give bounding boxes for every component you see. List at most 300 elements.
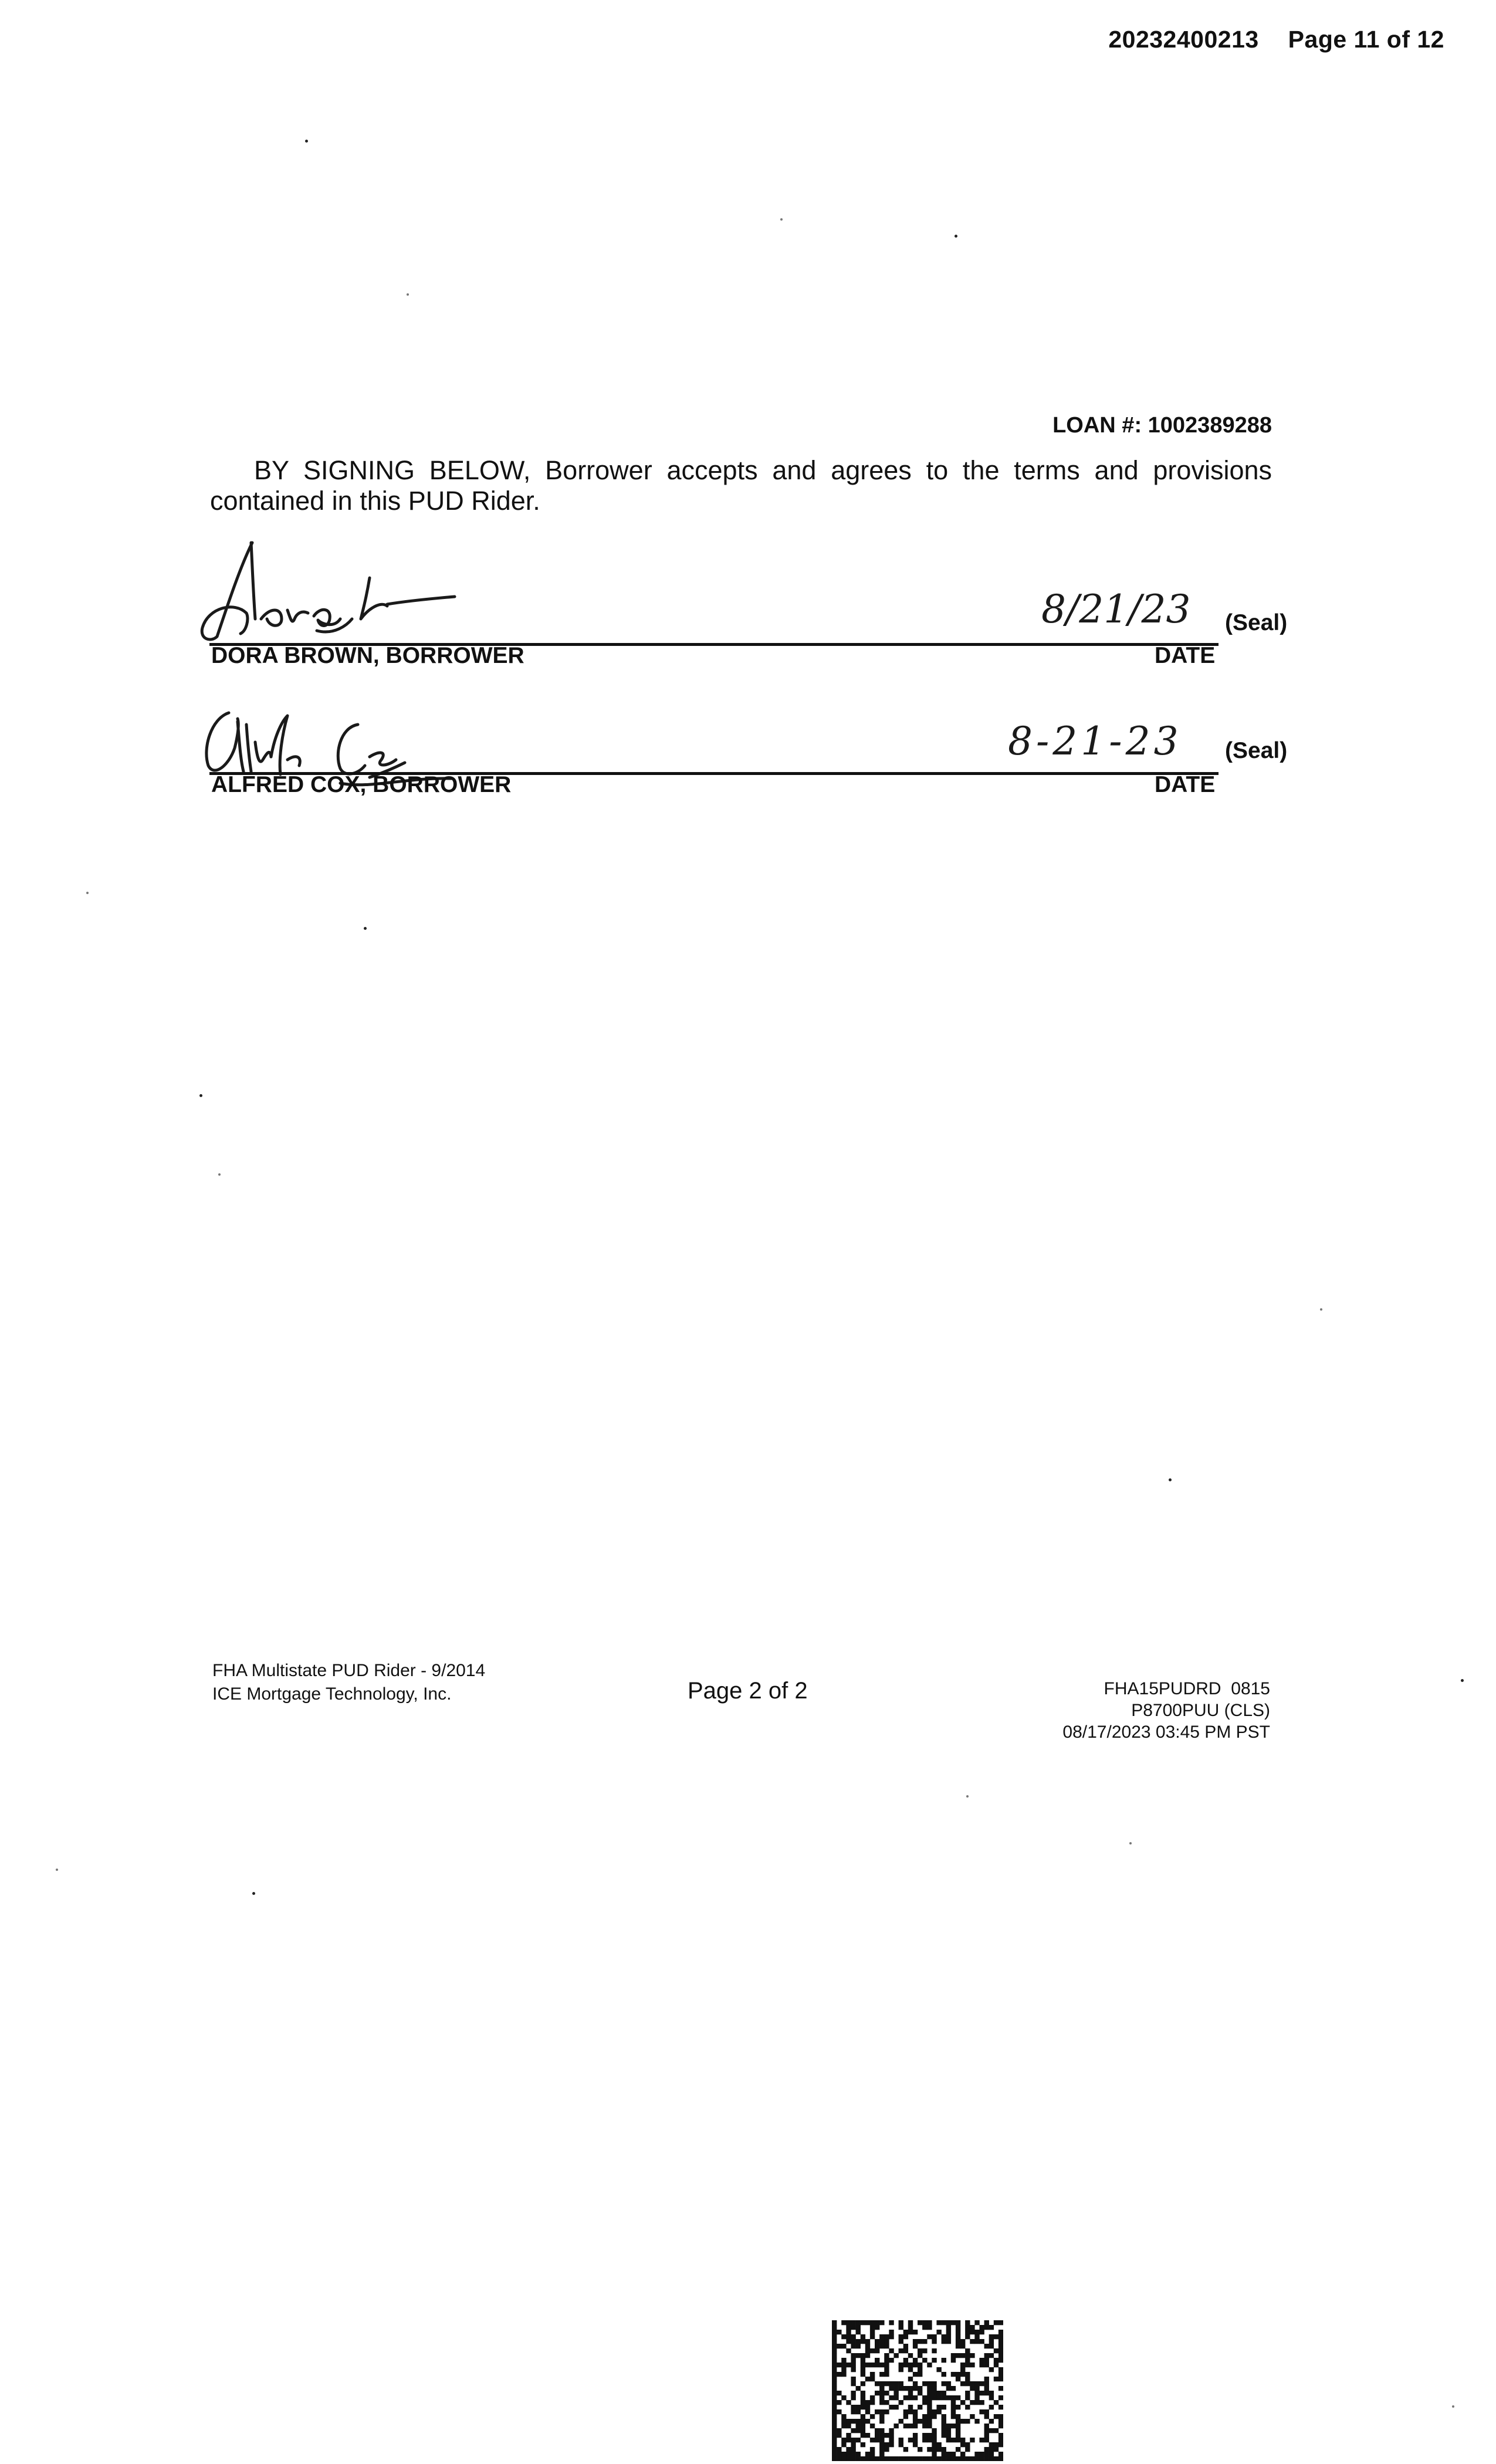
barcode-module bbox=[837, 2372, 841, 2377]
barcode-module bbox=[851, 2442, 855, 2447]
barcode-module bbox=[851, 2363, 855, 2367]
barcode-module bbox=[942, 2372, 946, 2377]
barcode-module bbox=[956, 2372, 960, 2377]
date-label-1: DATE bbox=[1155, 643, 1216, 668]
barcode-module bbox=[879, 2433, 884, 2438]
barcode-module bbox=[832, 2405, 837, 2409]
footer-form-info bbox=[212, 1659, 485, 1706]
scan-speck bbox=[1452, 2405, 1454, 2408]
barcode-module bbox=[960, 2363, 965, 2367]
barcode-module bbox=[861, 2339, 865, 2344]
barcode-module bbox=[951, 2414, 956, 2419]
barcode-module bbox=[851, 2409, 855, 2414]
barcode-module bbox=[908, 2456, 913, 2461]
barcode-module bbox=[846, 2400, 851, 2405]
barcode-module bbox=[979, 2363, 984, 2367]
barcode-module bbox=[989, 2353, 994, 2358]
barcode-module bbox=[913, 2381, 918, 2386]
barcode-module bbox=[970, 2353, 974, 2358]
loan-number: LOAN #: 1002389288 bbox=[1052, 413, 1272, 438]
barcode-module bbox=[965, 2391, 970, 2395]
barcode-module bbox=[946, 2438, 951, 2442]
barcode-module bbox=[927, 2334, 932, 2339]
barcode-module bbox=[994, 2348, 999, 2353]
barcode-module bbox=[865, 2339, 870, 2344]
barcode-module bbox=[918, 2363, 922, 2367]
barcode-module bbox=[927, 2447, 932, 2452]
barcode-module bbox=[956, 2325, 960, 2330]
barcode-module bbox=[846, 2334, 851, 2339]
barcode-module bbox=[865, 2363, 870, 2367]
barcode-module bbox=[832, 2348, 837, 2353]
barcode-module bbox=[965, 2442, 970, 2447]
barcode-module bbox=[846, 2339, 851, 2344]
barcode-module bbox=[927, 2325, 932, 2330]
barcode-module bbox=[889, 2433, 893, 2438]
barcode-module bbox=[984, 2344, 989, 2348]
barcode-module bbox=[884, 2442, 889, 2447]
barcode-module bbox=[861, 2424, 865, 2428]
barcode-module bbox=[879, 2381, 884, 2386]
barcode-module bbox=[841, 2395, 846, 2400]
barcode-module bbox=[884, 2334, 889, 2339]
barcode-module bbox=[837, 2428, 841, 2433]
barcode-module bbox=[832, 2438, 837, 2442]
barcode-module bbox=[889, 2320, 893, 2325]
barcode-module bbox=[932, 2386, 936, 2391]
barcode-module bbox=[879, 2452, 884, 2456]
barcode-module bbox=[899, 2442, 903, 2447]
barcode-module bbox=[956, 2447, 960, 2452]
handwritten-date-1: 8/21/23 bbox=[1041, 587, 1191, 632]
barcode-module bbox=[851, 2325, 855, 2330]
barcode-module bbox=[889, 2456, 893, 2461]
barcode-module bbox=[942, 2391, 946, 2395]
barcode-module bbox=[851, 2358, 855, 2363]
barcode-module bbox=[979, 2358, 984, 2363]
barcode-module bbox=[879, 2456, 884, 2461]
barcode-module bbox=[870, 2330, 875, 2334]
barcode-module bbox=[889, 2358, 893, 2363]
barcode-module bbox=[884, 2409, 889, 2414]
barcode-module bbox=[970, 2400, 974, 2405]
seal-label-1: (Seal) bbox=[1225, 610, 1288, 635]
barcode-module bbox=[913, 2363, 918, 2367]
barcode-module bbox=[856, 2419, 861, 2424]
barcode-module bbox=[946, 2325, 951, 2330]
barcode-module bbox=[951, 2456, 956, 2461]
barcode-module bbox=[922, 2381, 927, 2386]
barcode-module bbox=[974, 2391, 979, 2395]
barcode-module bbox=[832, 2330, 837, 2334]
barcode-module bbox=[865, 2353, 870, 2358]
barcode-module bbox=[899, 2325, 903, 2330]
barcode-module bbox=[913, 2424, 918, 2428]
barcode-module bbox=[899, 2348, 903, 2353]
barcode-module bbox=[851, 2377, 855, 2381]
barcode-module bbox=[870, 2348, 875, 2353]
footer-form-title: FHA Multistate PUD Rider - 9/2014 bbox=[212, 1661, 486, 1680]
barcode-module bbox=[946, 2334, 951, 2339]
barcode-module bbox=[832, 2433, 837, 2438]
barcode-module bbox=[832, 2353, 837, 2358]
barcode-module bbox=[989, 2456, 994, 2461]
barcode-module bbox=[984, 2424, 989, 2428]
barcode-module bbox=[832, 2424, 837, 2428]
barcode-module bbox=[956, 2414, 960, 2419]
barcode-module bbox=[879, 2339, 884, 2344]
barcode-module bbox=[884, 2363, 889, 2367]
barcode-module bbox=[942, 2320, 946, 2325]
barcode-module bbox=[861, 2456, 865, 2461]
barcode-module bbox=[884, 2381, 889, 2386]
barcode-module bbox=[832, 2452, 837, 2456]
handwritten-date-2: 8-21-23 bbox=[1008, 719, 1182, 764]
barcode-module bbox=[999, 2367, 1003, 2372]
barcode-module bbox=[946, 2424, 951, 2428]
barcode-module bbox=[965, 2405, 970, 2409]
footer-codes bbox=[1062, 1678, 1270, 1743]
barcode-module bbox=[893, 2424, 898, 2428]
barcode-module bbox=[899, 2386, 903, 2391]
barcode-module bbox=[927, 2320, 932, 2325]
barcode-module bbox=[984, 2391, 989, 2395]
barcode-module bbox=[989, 2405, 994, 2409]
barcode-module bbox=[999, 2358, 1003, 2363]
barcode-module bbox=[994, 2442, 999, 2447]
barcode-module bbox=[884, 2447, 889, 2452]
barcode-module bbox=[965, 2325, 970, 2330]
barcode-module bbox=[861, 2405, 865, 2409]
barcode-module bbox=[832, 2320, 837, 2325]
barcode-module bbox=[984, 2452, 989, 2456]
barcode-module bbox=[893, 2386, 898, 2391]
barcode-module bbox=[932, 2348, 936, 2353]
barcode-module bbox=[927, 2414, 932, 2419]
barcode-module bbox=[999, 2438, 1003, 2442]
barcode-module bbox=[879, 2386, 884, 2391]
barcode-module bbox=[927, 2433, 932, 2438]
barcode-module bbox=[942, 2419, 946, 2424]
barcode-module bbox=[970, 2363, 974, 2367]
barcode-module bbox=[832, 2386, 837, 2391]
barcode-module bbox=[832, 2367, 837, 2372]
barcode-module bbox=[989, 2339, 994, 2344]
barcode-module bbox=[956, 2330, 960, 2334]
barcode-module bbox=[974, 2320, 979, 2325]
recording-document-number: 20232400213 bbox=[1108, 26, 1259, 53]
barcode-module bbox=[846, 2348, 851, 2353]
barcode-module bbox=[884, 2358, 889, 2363]
barcode-module bbox=[875, 2348, 879, 2353]
barcode-module bbox=[984, 2320, 989, 2325]
barcode-module bbox=[879, 2419, 884, 2424]
barcode-module bbox=[965, 2447, 970, 2452]
barcode-module bbox=[984, 2438, 989, 2442]
barcode-module bbox=[908, 2409, 913, 2414]
barcode-module bbox=[999, 2424, 1003, 2428]
barcode-module bbox=[936, 2409, 941, 2414]
barcode-module bbox=[837, 2400, 841, 2405]
barcode-module bbox=[875, 2438, 879, 2442]
barcode-module bbox=[884, 2372, 889, 2377]
barcode-module bbox=[927, 2409, 932, 2414]
date-label-2: DATE bbox=[1155, 772, 1216, 797]
barcode-module bbox=[979, 2452, 984, 2456]
barcode-module bbox=[918, 2353, 922, 2358]
barcode-module bbox=[861, 2334, 865, 2339]
barcode-module bbox=[922, 2456, 927, 2461]
barcode-module bbox=[918, 2367, 922, 2372]
scan-speck bbox=[1320, 1308, 1322, 1311]
barcode-module bbox=[908, 2377, 913, 2381]
barcode-module bbox=[918, 2405, 922, 2409]
barcode-module bbox=[989, 2395, 994, 2400]
barcode-module bbox=[875, 2363, 879, 2367]
barcode-module bbox=[927, 2391, 932, 2395]
barcode-module bbox=[974, 2386, 979, 2391]
barcode-module bbox=[999, 2414, 1003, 2419]
barcode-module bbox=[832, 2414, 837, 2419]
barcode-module bbox=[856, 2409, 861, 2414]
barcode-module bbox=[861, 2442, 865, 2447]
barcode-module bbox=[856, 2456, 861, 2461]
barcode-module bbox=[960, 2372, 965, 2377]
barcode-module bbox=[994, 2428, 999, 2433]
barcode-module bbox=[884, 2391, 889, 2395]
barcode-module bbox=[879, 2428, 884, 2433]
barcode-module bbox=[927, 2405, 932, 2409]
barcode-module bbox=[870, 2325, 875, 2330]
barcode-module bbox=[994, 2334, 999, 2339]
barcode-module bbox=[913, 2395, 918, 2400]
barcode-module bbox=[994, 2400, 999, 2405]
barcode-module bbox=[936, 2456, 941, 2461]
barcode-module bbox=[946, 2339, 951, 2344]
barcode-module bbox=[841, 2414, 846, 2419]
barcode-module bbox=[870, 2414, 875, 2419]
barcode-module bbox=[870, 2400, 875, 2405]
barcode-module bbox=[837, 2391, 841, 2395]
scan-speck bbox=[252, 1892, 255, 1895]
barcode-module bbox=[837, 2447, 841, 2452]
barcode-module bbox=[893, 2391, 898, 2395]
barcode-module bbox=[960, 2344, 965, 2348]
barcode-module bbox=[918, 2348, 922, 2353]
barcode-module bbox=[908, 2386, 913, 2391]
barcode-module bbox=[851, 2334, 855, 2339]
barcode-module bbox=[965, 2358, 970, 2363]
barcode-module bbox=[999, 2320, 1003, 2325]
barcode-module bbox=[908, 2395, 913, 2400]
barcode-module bbox=[951, 2400, 956, 2405]
barcode-module bbox=[913, 2386, 918, 2391]
barcode-module bbox=[932, 2409, 936, 2414]
barcode-module bbox=[889, 2395, 893, 2400]
barcode-module bbox=[970, 2330, 974, 2334]
barcode-module bbox=[899, 2381, 903, 2386]
barcode-module bbox=[936, 2405, 941, 2409]
barcode-module bbox=[956, 2353, 960, 2358]
barcode-module bbox=[903, 2334, 908, 2339]
barcode-module bbox=[875, 2428, 879, 2433]
barcode-module bbox=[851, 2428, 855, 2433]
barcode-module bbox=[865, 2452, 870, 2456]
barcode-module bbox=[879, 2395, 884, 2400]
barcode-module bbox=[999, 2456, 1003, 2461]
barcode-module bbox=[846, 2452, 851, 2456]
barcode-module bbox=[832, 2442, 837, 2447]
barcode-module bbox=[970, 2456, 974, 2461]
barcode-module bbox=[951, 2395, 956, 2400]
barcode-module bbox=[832, 2428, 837, 2433]
barcode-module bbox=[913, 2339, 918, 2344]
barcode-module bbox=[870, 2334, 875, 2339]
barcode-module bbox=[861, 2320, 865, 2325]
barcode-module bbox=[884, 2344, 889, 2348]
barcode-module bbox=[956, 2419, 960, 2424]
barcode-module bbox=[875, 2325, 879, 2330]
barcode-module bbox=[889, 2428, 893, 2433]
barcode-module bbox=[846, 2456, 851, 2461]
barcode-module bbox=[893, 2456, 898, 2461]
barcode-module bbox=[974, 2400, 979, 2405]
barcode-module bbox=[832, 2377, 837, 2381]
barcode-module bbox=[870, 2320, 875, 2325]
barcode-module bbox=[851, 2456, 855, 2461]
barcode-module bbox=[903, 2447, 908, 2452]
barcode-module bbox=[999, 2433, 1003, 2438]
scan-speck bbox=[966, 1795, 969, 1798]
barcode-module bbox=[908, 2320, 913, 2325]
barcode-module bbox=[979, 2381, 984, 2386]
barcode-module bbox=[884, 2456, 889, 2461]
barcode-module bbox=[889, 2348, 893, 2353]
barcode-module bbox=[936, 2395, 941, 2400]
barcode-module bbox=[960, 2353, 965, 2358]
barcode-module bbox=[974, 2419, 979, 2424]
barcode-module bbox=[989, 2391, 994, 2395]
barcode-module bbox=[932, 2381, 936, 2386]
barcode-module bbox=[965, 2330, 970, 2334]
barcode-module bbox=[932, 2339, 936, 2344]
barcode-module bbox=[913, 2344, 918, 2348]
barcode-module bbox=[942, 2339, 946, 2344]
barcode-module bbox=[951, 2320, 956, 2325]
barcode-module bbox=[851, 2391, 855, 2395]
barcode-module bbox=[832, 2456, 837, 2461]
barcode-module bbox=[994, 2447, 999, 2452]
barcode-module bbox=[841, 2367, 846, 2372]
barcode-module bbox=[884, 2433, 889, 2438]
barcode-module bbox=[899, 2363, 903, 2367]
barcode-module bbox=[932, 2395, 936, 2400]
barcode-module bbox=[913, 2409, 918, 2414]
barcode-module bbox=[893, 2405, 898, 2409]
barcode-module bbox=[846, 2447, 851, 2452]
barcode-module bbox=[841, 2424, 846, 2428]
barcode-module bbox=[999, 2330, 1003, 2334]
barcode-module bbox=[879, 2414, 884, 2419]
barcode-module bbox=[861, 2414, 865, 2419]
barcode-module bbox=[861, 2433, 865, 2438]
scan-speck bbox=[1129, 1842, 1132, 1844]
barcode-module bbox=[875, 2456, 879, 2461]
barcode-module bbox=[846, 2325, 851, 2330]
barcode-module bbox=[903, 2330, 908, 2334]
barcode-module bbox=[918, 2386, 922, 2391]
barcode-module bbox=[932, 2391, 936, 2395]
barcode-module bbox=[861, 2381, 865, 2386]
barcode-module bbox=[851, 2367, 855, 2372]
barcode-module bbox=[856, 2428, 861, 2433]
barcode-module bbox=[984, 2447, 989, 2452]
barcode-module bbox=[999, 2419, 1003, 2424]
barcode-module bbox=[841, 2372, 846, 2377]
barcode-module bbox=[970, 2414, 974, 2419]
recording-header bbox=[1108, 26, 1444, 53]
barcode-module bbox=[989, 2325, 994, 2330]
barcode-module bbox=[851, 2452, 855, 2456]
barcode-module bbox=[889, 2330, 893, 2334]
barcode-module bbox=[899, 2456, 903, 2461]
barcode-module bbox=[832, 2325, 837, 2330]
barcode-module bbox=[922, 2320, 927, 2325]
barcode-module bbox=[951, 2409, 956, 2414]
barcode-module bbox=[951, 2438, 956, 2442]
barcode-module bbox=[956, 2339, 960, 2344]
barcode-module bbox=[951, 2386, 956, 2391]
barcode-module bbox=[913, 2438, 918, 2442]
barcode-module bbox=[999, 2339, 1003, 2344]
barcode-module bbox=[956, 2395, 960, 2400]
barcode-module bbox=[979, 2325, 984, 2330]
barcode-module bbox=[956, 2438, 960, 2442]
barcode-module bbox=[951, 2353, 956, 2358]
barcode-module bbox=[984, 2414, 989, 2419]
barcode-module bbox=[903, 2424, 908, 2428]
barcode-module bbox=[889, 2381, 893, 2386]
barcode-module bbox=[922, 2395, 927, 2400]
barcode-module bbox=[979, 2339, 984, 2344]
barcode-module bbox=[856, 2353, 861, 2358]
barcode-module bbox=[960, 2400, 965, 2405]
seal-label-2: (Seal) bbox=[1225, 738, 1288, 763]
barcode-module bbox=[984, 2325, 989, 2330]
barcode-module bbox=[861, 2372, 865, 2377]
barcode-module bbox=[946, 2330, 951, 2334]
barcode-module bbox=[865, 2419, 870, 2424]
barcode-module bbox=[875, 2381, 879, 2386]
barcode-module bbox=[903, 2363, 908, 2367]
barcode-module bbox=[861, 2358, 865, 2363]
barcode-module bbox=[965, 2334, 970, 2339]
barcode-module bbox=[851, 2447, 855, 2452]
barcode-module bbox=[908, 2438, 913, 2442]
barcode-module bbox=[942, 2334, 946, 2339]
barcode-module bbox=[832, 2339, 837, 2344]
barcode-module bbox=[951, 2424, 956, 2428]
barcode-module bbox=[870, 2447, 875, 2452]
barcode-module bbox=[946, 2381, 951, 2386]
footer-timestamp: 08/17/2023 03:45 PM PST bbox=[1062, 1722, 1270, 1742]
barcode-module bbox=[994, 2377, 999, 2381]
barcode-module bbox=[861, 2395, 865, 2400]
barcode-module bbox=[956, 2344, 960, 2348]
barcode-module bbox=[889, 2405, 893, 2409]
scan-speck bbox=[56, 1869, 58, 1871]
barcode-module bbox=[984, 2386, 989, 2391]
